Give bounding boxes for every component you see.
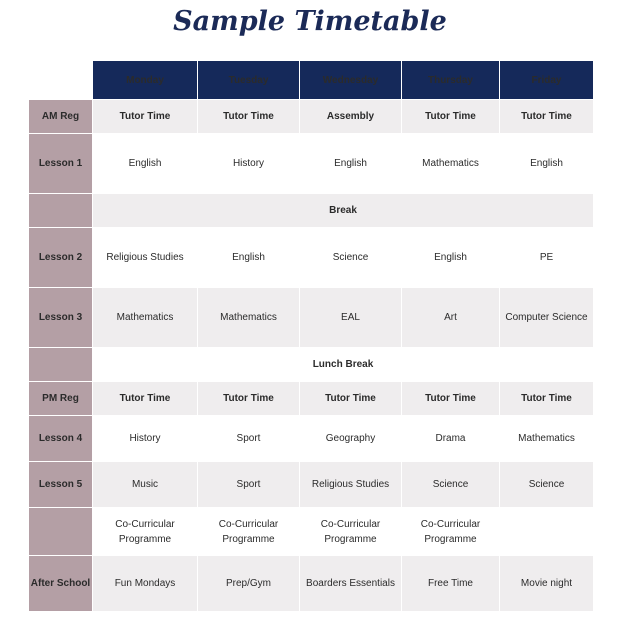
row-after-school	[29, 556, 594, 612]
day-header-wednesday: Wednesday	[300, 61, 402, 100]
timetable-cell: Tutor Time	[500, 100, 594, 134]
timetable-cell: Tutor Time	[198, 382, 300, 416]
timetable-cell: Religious Studies	[300, 462, 402, 508]
row-label: AM Reg	[29, 100, 93, 134]
row-label: After School	[29, 556, 93, 612]
row-am-reg	[29, 100, 594, 134]
timetable-cell: Tutor Time	[300, 382, 402, 416]
timetable-cell: English	[300, 134, 402, 194]
timetable-cell: Assembly	[300, 100, 402, 134]
timetable-cell: Science	[500, 462, 594, 508]
timetable-cell: Tutor Time	[402, 100, 500, 134]
timetable-cell: Tutor Time	[93, 382, 198, 416]
row-lesson-4	[29, 416, 594, 462]
timetable-cell: Mathematics	[402, 134, 500, 194]
row-label: Lesson 4	[29, 416, 93, 462]
lunch-break-cell: Lunch Break	[93, 348, 594, 382]
row-lesson-1	[29, 134, 594, 194]
timetable-cell: Religious Studies	[93, 228, 198, 288]
timetable	[28, 60, 594, 612]
day-header-friday: Friday	[500, 61, 594, 100]
timetable-cell: Tutor Time	[402, 382, 500, 416]
timetable-cell: Mathematics	[500, 416, 594, 462]
timetable-cell: Co-Curricular Programme	[402, 508, 500, 556]
row-label: Lesson 2	[29, 228, 93, 288]
timetable-cell: Sport	[198, 416, 300, 462]
row-label: Lesson 5	[29, 462, 93, 508]
timetable-cell: Boarders Essentials	[300, 556, 402, 612]
day-header-thursday: Thursday	[402, 61, 500, 100]
timetable-cell: Geography	[300, 416, 402, 462]
row-label	[29, 348, 93, 382]
timetable-cell: Co-Curricular Programme	[300, 508, 402, 556]
timetable-cell: English	[198, 228, 300, 288]
timetable-cell: English	[93, 134, 198, 194]
timetable-cell: Free Time	[402, 556, 500, 612]
corner-cell	[29, 61, 93, 100]
row-label: PM Reg	[29, 382, 93, 416]
timetable-cell: Sport	[198, 462, 300, 508]
timetable-cell: Art	[402, 288, 500, 348]
timetable-cell: EAL	[300, 288, 402, 348]
row-label	[29, 508, 93, 556]
timetable-cell: English	[402, 228, 500, 288]
row-lesson-3	[29, 288, 594, 348]
row-label: Lesson 1	[29, 134, 93, 194]
row-label: Lesson 3	[29, 288, 93, 348]
timetable-cell: History	[93, 416, 198, 462]
row-break	[29, 194, 594, 228]
timetable-cell: Mathematics	[93, 288, 198, 348]
timetable-cell: Drama	[402, 416, 500, 462]
row-label	[29, 194, 93, 228]
row-lunch-break	[29, 348, 594, 382]
timetable-cell: History	[198, 134, 300, 194]
timetable-cell: Computer Science	[500, 288, 594, 348]
day-header-tuesday: Tuesday	[198, 61, 300, 100]
timetable-cell: Music	[93, 462, 198, 508]
timetable-cell: Tutor Time	[198, 100, 300, 134]
timetable-cell: Tutor Time	[93, 100, 198, 134]
timetable-cell: Mathematics	[198, 288, 300, 348]
timetable-cell: Prep/Gym	[198, 556, 300, 612]
page-title: Sample Timetable	[173, 6, 447, 37]
timetable-cell: Movie night	[500, 556, 594, 612]
timetable-cell: PE	[500, 228, 594, 288]
header-row	[29, 61, 594, 100]
day-header-monday: Monday	[93, 61, 198, 100]
row-pm-reg	[29, 382, 594, 416]
timetable-cell: Tutor Time	[500, 382, 594, 416]
row-lesson-5	[29, 462, 594, 508]
timetable-cell: Science	[402, 462, 500, 508]
timetable-cell: Co-Curricular Programme	[198, 508, 300, 556]
timetable-cell: Fun Mondays	[93, 556, 198, 612]
row-lesson-2	[29, 228, 594, 288]
timetable-cell	[500, 508, 594, 556]
break-cell: Break	[93, 194, 594, 228]
timetable-cell: Co-Curricular Programme	[93, 508, 198, 556]
timetable-cell: English	[500, 134, 594, 194]
timetable-cell: Science	[300, 228, 402, 288]
row-co-curricular	[29, 508, 594, 556]
